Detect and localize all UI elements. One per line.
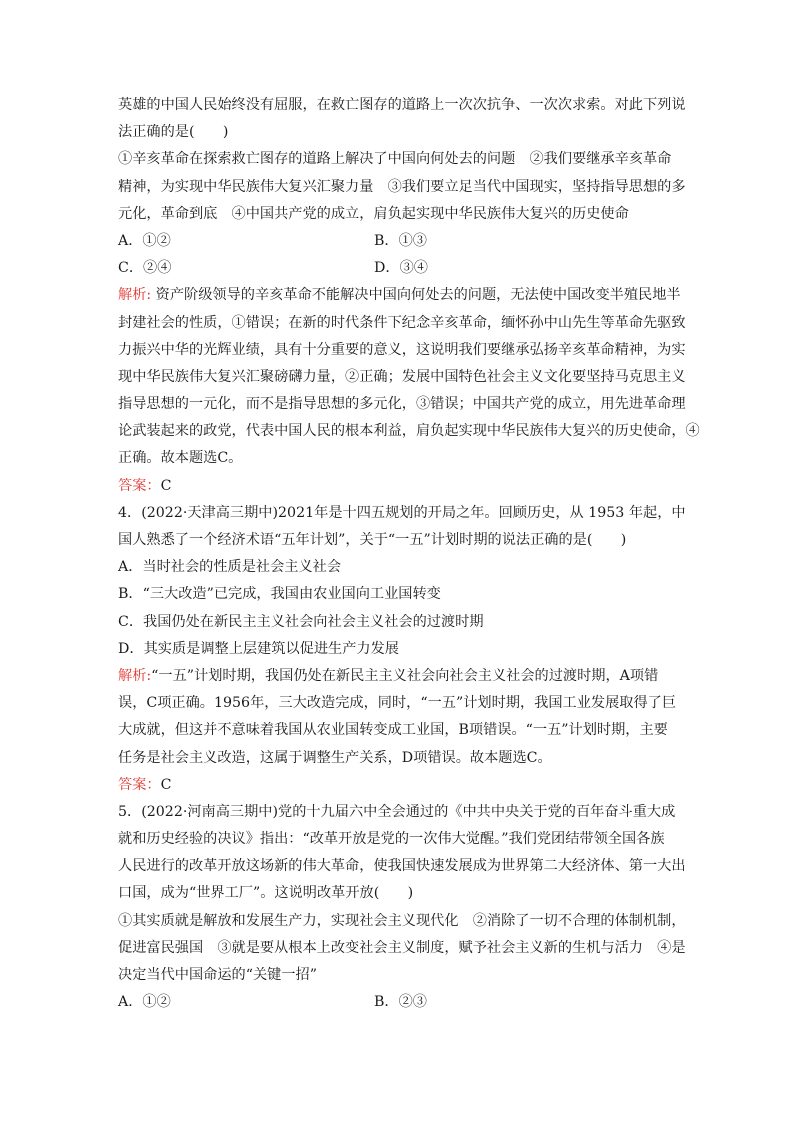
question-4 bbox=[118, 500, 686, 799]
analysis-line bbox=[118, 663, 680, 690]
analysis-line: 封建社会的性质，①错误；在新的时代条件下纪念辛亥革命，缅怀孙中山先生等革命先驱致 bbox=[118, 314, 686, 331]
question-stem-line: 4．(2022·天津高三期中)2021年是十四五规划的开局之年。回顾历史，从 1953 年起，中 bbox=[118, 504, 686, 521]
analysis-label: 解析: bbox=[118, 287, 152, 304]
option-a: A．①② bbox=[118, 232, 171, 249]
statement-line: 决定当代中国命运的“关键一招” bbox=[118, 967, 317, 983]
analysis-label: 解析: bbox=[118, 667, 152, 684]
statement-line: 精神，为实现中华民族伟大复兴汇聚力量 ③我们要立足当代中国现实，坚持指导思想的多 bbox=[118, 178, 686, 195]
statement-line: ①其实质就是解放和发展生产力，实现社会主义现代化 ②消除了一切不合理的体制机制， bbox=[118, 912, 686, 929]
question-stem-line: 5．(2022·河南高三期中)党的十九届六中全会通过的《中共中央关于党的百年奋斗重大成 bbox=[118, 803, 676, 820]
answer-label: 答案： bbox=[118, 776, 161, 793]
question-3 bbox=[118, 92, 700, 500]
question-stem-line: 国人熟悉了一个经济术语“五年计划”，关于“一五”计划时期的说法正确的是( ) bbox=[118, 532, 627, 548]
document-page bbox=[118, 92, 700, 1016]
analysis-line: 正确。故本题选C。 bbox=[118, 450, 243, 467]
analysis-line: 指导思想的一元化，而不是指导思想的多元化，③错误；中国共产党的成立，用先进革命理 bbox=[118, 396, 686, 413]
analysis-line: 论武装起来的政党，代表中国人民的根本利益，肩负起实现中华民族伟大复兴的历史使命，④ bbox=[118, 423, 700, 440]
statement-line: 元化，革命到底 ④中国共产党的成立，肩负起实现中华民族伟大复兴的历史使命 bbox=[118, 205, 629, 222]
question-5 bbox=[118, 799, 686, 1017]
option-b: B．②③ bbox=[374, 994, 427, 1011]
option-c: C．我国仍处在新民主主义社会向社会主义社会的过渡时期 bbox=[118, 613, 484, 630]
option-b: B．“三大改造”已完成，我国由农业国向工业国转变 bbox=[118, 586, 441, 603]
question-stem-line: 法正确的是( ) bbox=[118, 124, 229, 141]
question-stem-line: 人民进行的改革开放这场新的伟大革命，使我国快速发展成为世界第二大经济体、第一大出 bbox=[118, 858, 686, 875]
option-a: A．①② bbox=[118, 994, 171, 1011]
analysis-line: 任务是社会主义改造，这属于调整生产关系，D项错误。故本题选C。 bbox=[118, 749, 552, 766]
analysis-text: “一五”计划时期，我国仍处在新民主主义社会向社会主义社会的过渡时期，A项错 bbox=[151, 667, 659, 684]
statement-line: 促进富民强国 ③就是要从根本上改变社会主义制度，赋予社会主义新的生机与活力 ④是 bbox=[118, 939, 686, 956]
answer-value: C bbox=[160, 776, 172, 793]
question-stem-line: 英雄的中国人民始终没有屈服，在救亡图存的道路上一次次抗争、一次次求索。对此下列说 bbox=[118, 97, 686, 113]
analysis-text: 资产阶级领导的辛亥革命不能解决中国向何处去的问题，无法使中国改变半殖民地半 bbox=[151, 287, 681, 304]
question-stem-line: 口国，成为“世界工厂”。这说明改革开放( ) bbox=[118, 885, 414, 902]
answer-value: C bbox=[160, 477, 172, 494]
options-row bbox=[118, 228, 680, 255]
analysis-line: 误，C项正确。1956年，三大改造完成，同时，“一五”计划时期，我国工业发展取得了巨 bbox=[118, 695, 677, 712]
analysis-line: 现中华民族伟大复兴汇聚磅礴力量，②正确；发展中国特色社会主义文化要坚持马克思主义 bbox=[118, 368, 686, 385]
analysis-line: 力振兴中华的光辉业绩，具有十分重要的意义，这说明我们要继承弘扬辛亥革命精神，为实 bbox=[118, 341, 686, 358]
analysis-line: 大成就，但这并不意味着我国从农业国转变成工业国，B项错误。“一五”计划时期，主要 bbox=[118, 722, 668, 739]
option-c: C．②④ bbox=[118, 260, 172, 277]
analysis-line bbox=[118, 282, 680, 309]
answer-label: 答案： bbox=[118, 477, 161, 494]
option-b: B．①③ bbox=[374, 232, 427, 249]
answer-line bbox=[118, 473, 680, 500]
option-a: A．当时社会的性质是社会主义社会 bbox=[118, 559, 342, 576]
answer-line bbox=[118, 772, 680, 799]
question-stem-line: 就和历史经验的决议》指出：“改革开放是党的一次伟大觉醒。”我们党团结带领全国各族 bbox=[118, 831, 665, 848]
options-row bbox=[118, 989, 680, 1016]
statement-line: ①辛亥革命在探索救亡图存的道路上解决了中国向何处去的问题 ②我们要继承辛亥革命 bbox=[118, 151, 672, 168]
option-d: D．③④ bbox=[374, 260, 428, 277]
option-d: D．其实质是调整上层建筑以促进生产力发展 bbox=[118, 640, 399, 657]
options-row bbox=[118, 255, 680, 282]
